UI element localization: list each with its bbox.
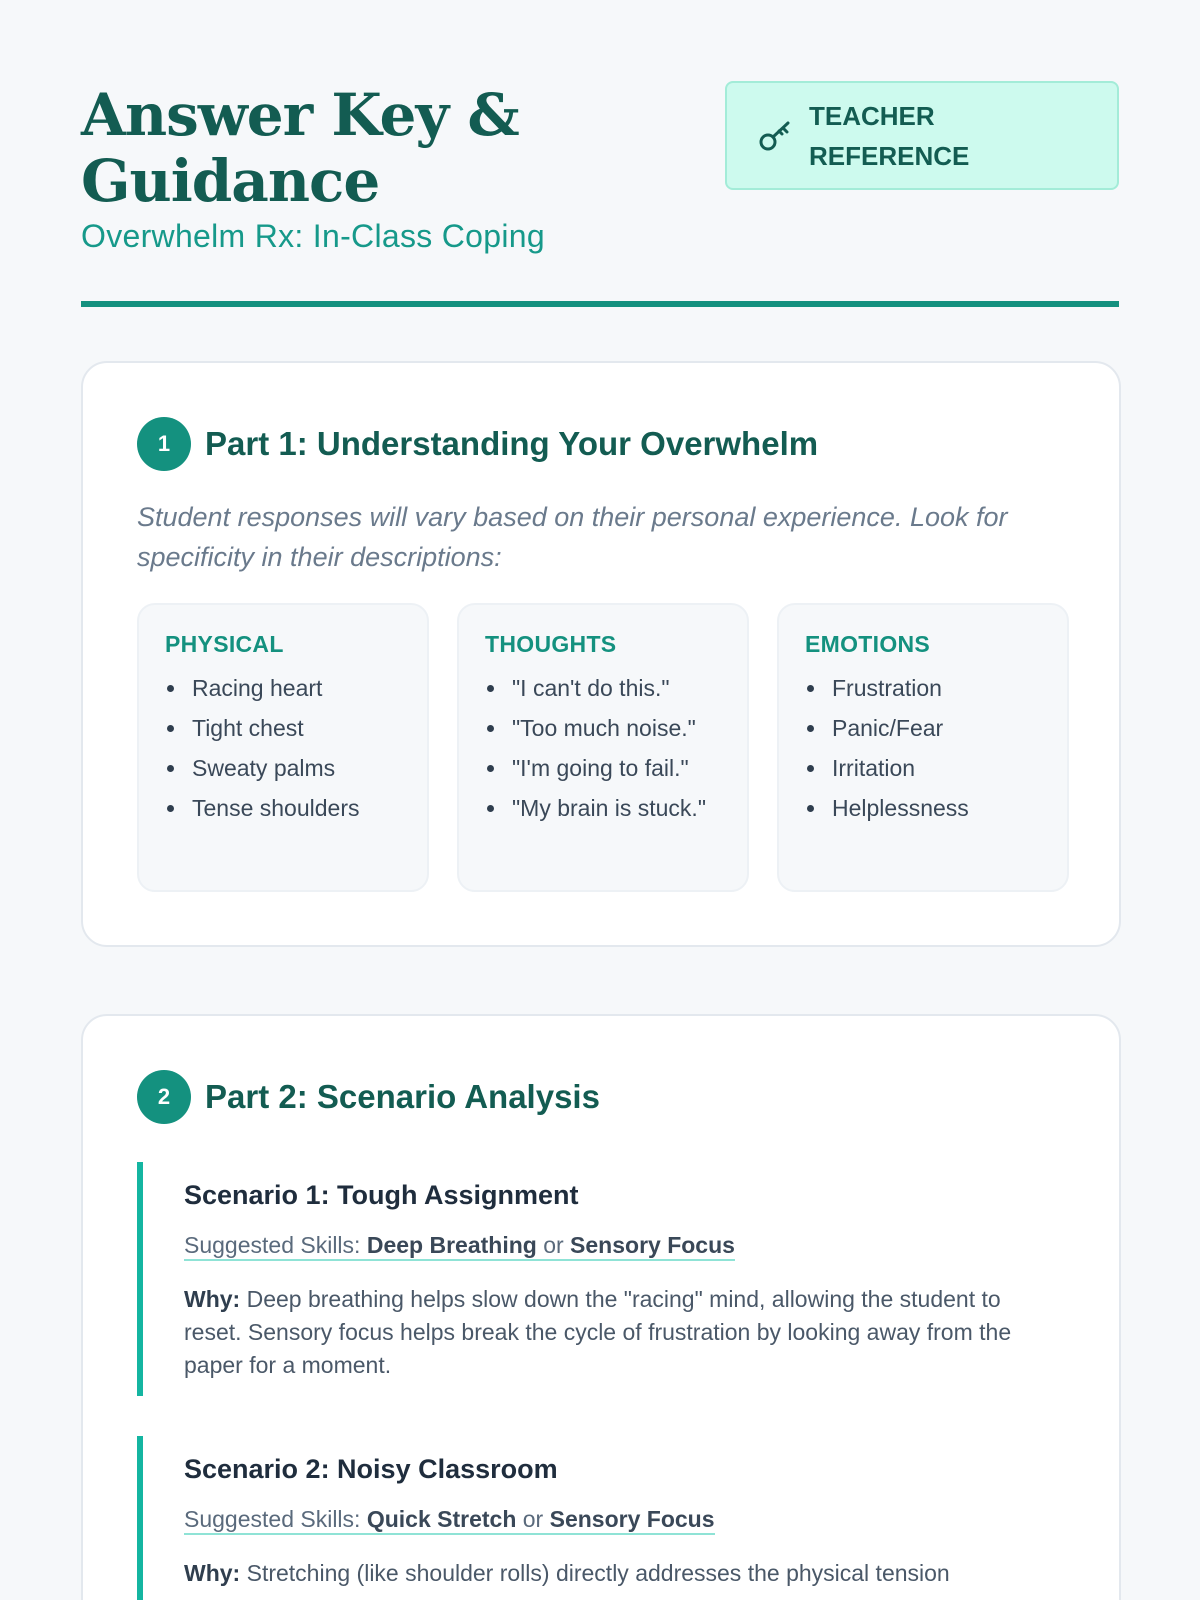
part-2-heading <box>137 1070 600 1124</box>
list-item: Racing heart <box>165 672 407 705</box>
column-thoughts <box>457 603 749 892</box>
scenario-2 <box>137 1436 1069 1600</box>
suggested-skills <box>184 1505 715 1535</box>
scenario-explanation <box>184 1283 1054 1382</box>
skill-name: Quick Stretch <box>366 1506 517 1532</box>
scenario-explanation <box>184 1557 1054 1590</box>
part-1-card <box>81 361 1121 947</box>
teacher-reference-badge <box>725 81 1119 190</box>
list-item: Frustration <box>805 672 1047 705</box>
skills-joiner: or <box>536 1232 571 1258</box>
suggested-skills <box>184 1231 735 1261</box>
page-title: Answer Key & Guidance <box>81 81 519 215</box>
list-item: Irritation <box>805 752 1047 785</box>
why-text: Deep breathing helps slow down the "racing" mind, allowing the student to reset. Sensory focus helps break the cycle of frustration by looking away from the paper for a moment. <box>184 1286 1012 1378</box>
page-subtitle: Overwhelm Rx: In-Class Coping <box>81 218 545 254</box>
column-list <box>165 672 407 825</box>
skill-name: Sensory Focus <box>549 1506 715 1532</box>
column-physical <box>137 603 429 892</box>
column-title: THOUGHTS <box>485 631 617 657</box>
part-title: Part 1: Understanding Your Overwhelm <box>205 425 819 462</box>
column-title: EMOTIONS <box>805 631 931 657</box>
column-title: PHYSICAL <box>165 631 284 657</box>
list-item: Tense shoulders <box>165 792 407 825</box>
why-label: Why: <box>184 1560 241 1586</box>
skills-prefix: Suggested Skills: <box>184 1506 367 1532</box>
why-label: Why: <box>184 1286 241 1312</box>
part-number-badge: 2 <box>137 1070 191 1124</box>
part-2-card <box>81 1014 1121 1600</box>
list-item: "My brain is stuck." <box>485 792 727 825</box>
response-columns <box>137 603 1069 892</box>
part-number-badge: 1 <box>137 417 191 471</box>
column-list <box>485 672 727 825</box>
list-item: "Too much noise." <box>485 712 727 745</box>
skill-name: Deep Breathing <box>366 1232 537 1258</box>
part-1-heading <box>137 417 818 471</box>
list-item: "I can't do this." <box>485 672 727 705</box>
list-item: Sweaty palms <box>165 752 407 785</box>
column-list <box>805 672 1047 825</box>
list-item: Tight chest <box>165 712 407 745</box>
badge-label: TEACHER REFERENCE <box>809 100 970 171</box>
skill-name: Sensory Focus <box>570 1232 735 1258</box>
part-title: Part 2: Scenario Analysis <box>205 1078 600 1115</box>
part-1-intro: Student responses will vary based on their personal experience. Look for specificity in their descriptions: <box>137 502 1008 572</box>
key-icon <box>755 116 795 156</box>
scenario-title: Scenario 2: Noisy Classroom <box>184 1454 558 1484</box>
list-item: Panic/Fear <box>805 712 1047 745</box>
skills-joiner: or <box>516 1506 550 1532</box>
why-text: Stretching (like shoulder rolls) directly addresses the physical tension <box>240 1560 950 1586</box>
column-emotions <box>777 603 1069 892</box>
scenario-title: Scenario 1: Tough Assignment <box>184 1180 579 1210</box>
scenario-1 <box>137 1162 1069 1396</box>
skills-prefix: Suggested Skills: <box>184 1232 367 1258</box>
header <box>81 0 1119 307</box>
list-item: Helplessness <box>805 792 1047 825</box>
list-item: "I'm going to fail." <box>485 752 727 785</box>
